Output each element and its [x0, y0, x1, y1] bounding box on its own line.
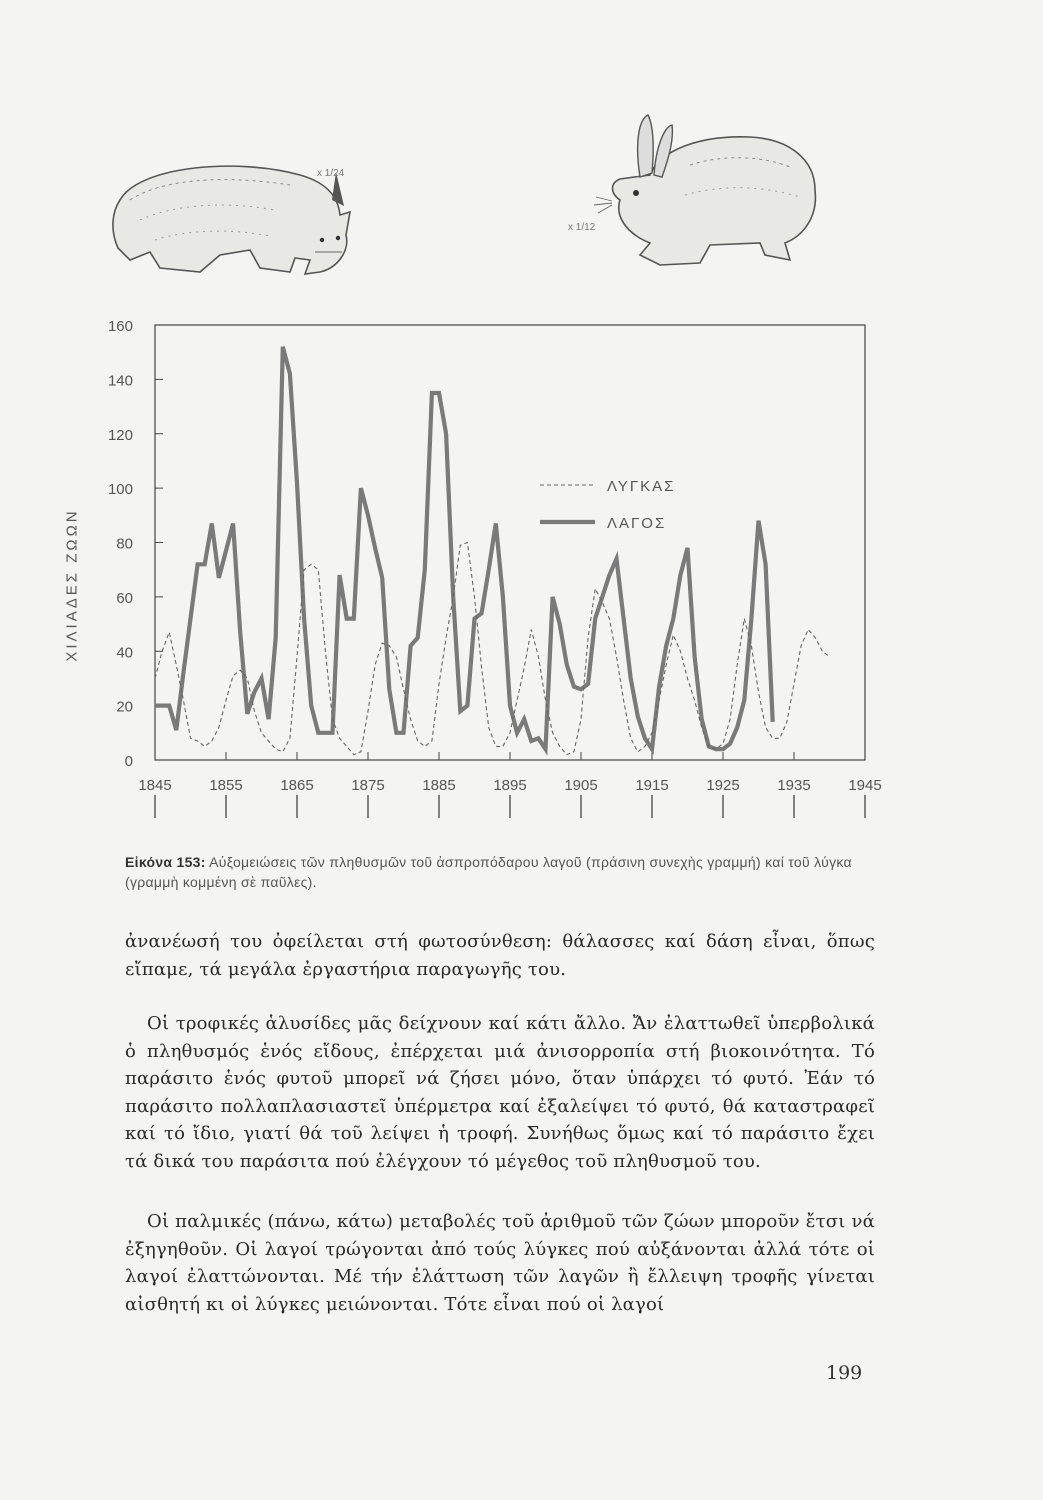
- legend-label: ΛΑΓΟΣ: [607, 515, 667, 532]
- hare-illustration: [590, 105, 830, 285]
- x-tick-label: 1845: [138, 777, 172, 794]
- x-tick-label: 1915: [635, 777, 669, 794]
- y-tick-label: 40: [116, 644, 133, 662]
- legend-label: ΛΥΓΚΑΣ: [607, 478, 676, 495]
- x-tick-label: 1905: [564, 777, 598, 794]
- y-tick-label: 140: [107, 372, 133, 390]
- hare-scale-label: x 1/12: [568, 222, 596, 233]
- series-line-lygkas: [155, 543, 830, 755]
- paragraph-1: ἀνανέωσή του ὀφείλεται στή φωτοσύνθεση: θάλασσες καί δάση εἶναι, ὅπως εἴπαμε, τά μεγάλα ἐργαστήρια παραγωγῆς του.: [125, 931, 875, 980]
- caption-text: Αὐξομειώσεις τῶν πληθυσμῶν τοῦ ἀσπροπόδαρου λαγοῦ (πράσινη συνεχὴς γραμμή) καί τοῦ λύγκα (γραμμὴ κομμένη σὲ παῦλες).: [125, 854, 852, 890]
- x-tick-label: 1875: [351, 777, 385, 794]
- x-tick-label: 1885: [422, 777, 456, 794]
- x-tick-label: 1895: [493, 777, 527, 794]
- side-title-text: ΧΙΛΙΑΔΕΣ ΖΩΩΝ: [63, 508, 81, 662]
- y-tick-label: 80: [116, 535, 133, 553]
- y-tick-label: 60: [116, 589, 133, 607]
- x-axis-ticks: [138, 752, 881, 818]
- side-axis-title: [52, 500, 92, 670]
- x-tick-label: 1935: [777, 777, 811, 794]
- paragraph-3: Οἱ παλμικές (πάνω, κάτω) μεταβολές τοῦ ἀριθμοῦ τῶν ζώων μποροῦν ἔτσι νά ἐξηγηθοῦν. Οἱ λαγοί τρώγονται ἀπό τούς λύγκες πού αὐξάνονται ἀλλά τότε οἱ λαγοί ἐλαττώνονται. Μέ τήν ἐλάττωση τῶν λαγῶν ἢ ἔλλειψη τροφῆς γίνεται αἰσθητή κι οἱ λύγκες μειώνονται. Τότε εἶναι πού οἱ λαγοί: [125, 1211, 875, 1315]
- y-tick-label: 160: [107, 318, 133, 335]
- x-tick-label: 1855: [209, 777, 243, 794]
- lynx-illustration: [100, 140, 370, 290]
- population-chart: [95, 300, 905, 820]
- x-tick-label: 1925: [706, 777, 740, 794]
- caption-label: Εἰκόνα 153:: [125, 854, 206, 870]
- y-tick-label: 100: [107, 481, 133, 499]
- figure-caption: [125, 852, 885, 892]
- lynx-scale-label: x 1/24: [317, 168, 345, 179]
- page-number: 199: [826, 1362, 863, 1384]
- paragraph-2: Οἱ τροφικές ἁλυσίδες μᾶς δείχνουν καί κάτι ἄλλο. Ἄν ἐλαττωθεῖ ὑπερβολικά ὁ πληθυσμός ἑνός εἴδους, ἐπέρχεται μιά ἀνισορροπία στή βιοκοινότητα. Τό παράσιτο ἑνός φυτοῦ μπορεῖ νά ζήσει μόνο, ὅταν ὑπάρχει τό φυτό. Ἐάν τό παράσιτο πολλαπλασιαστεῖ ὑπέρμετρα καί ἐξαλείψει τό φυτό, θά καταστραφεῖ καί τό ἴδιο, γιατί θά τοῦ λείψει ἡ τροφή. Συνήθως ὅμως καί τό παράσιτο ἔχει τά δικά του παράσιτα πού ἐλέγχουν τό μέγεθος τοῦ πληθυσμοῦ του.: [125, 1013, 875, 1172]
- chart-series: [155, 300, 830, 755]
- y-tick-label: 0: [124, 753, 133, 770]
- series-line-lagos: [155, 347, 773, 749]
- chart-legend: [540, 478, 675, 532]
- y-tick-label: 20: [116, 698, 133, 716]
- x-tick-label: 1865: [280, 777, 314, 794]
- x-tick-label: 1945: [848, 777, 882, 794]
- y-tick-label: 120: [107, 426, 133, 444]
